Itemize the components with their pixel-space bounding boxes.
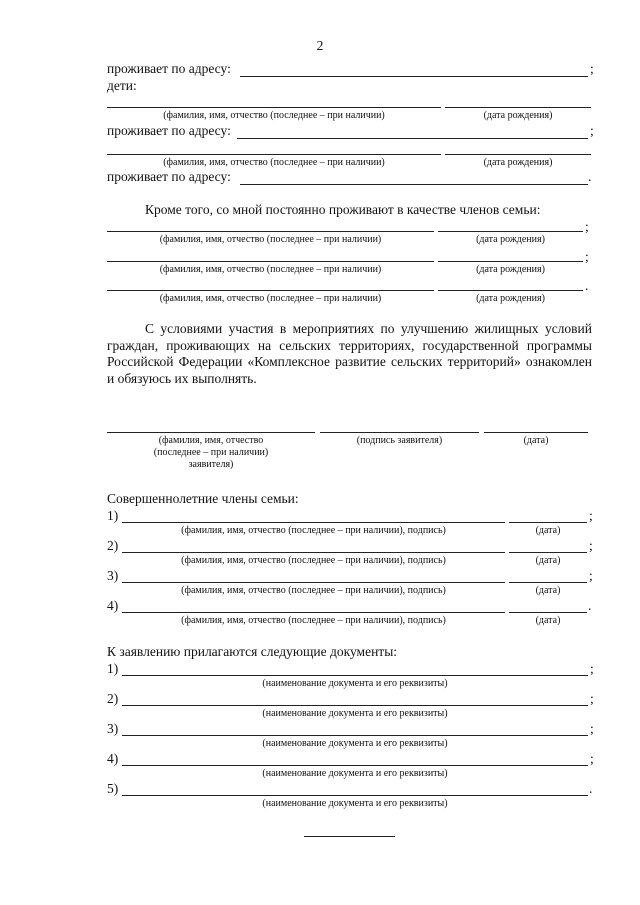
birthdate-caption: (дата рождения) <box>483 157 553 168</box>
birthdate-caption: (дата рождения) <box>476 234 545 245</box>
document-caption: (наименование документа и его реквизиты) <box>262 678 448 689</box>
name-caption: (фамилия, имя, отчество (последнее – при наличии) <box>159 264 382 275</box>
member-name-field[interactable] <box>107 290 434 291</box>
line-end-mark: ; <box>589 508 593 523</box>
document-caption: (наименование документа и его реквизиты) <box>262 768 448 779</box>
adult-member-name-field[interactable] <box>122 582 505 583</box>
member-name-field[interactable] <box>107 261 434 262</box>
line-end-mark: ; <box>590 123 594 138</box>
adult-member-date-field[interactable] <box>509 552 587 553</box>
child-address-field[interactable] <box>240 184 588 185</box>
document-field[interactable] <box>122 705 588 706</box>
adult-member-caption: (фамилия, имя, отчество (последнее – при наличии), подпись) <box>181 525 446 536</box>
spouse-address-field[interactable] <box>240 76 588 77</box>
name-caption: (фамилия, имя, отчество (последнее – при наличии) <box>163 110 385 121</box>
date-caption: (дата) <box>535 555 561 566</box>
line-end-mark: ; <box>590 751 594 766</box>
adult-members-title: Совершеннолетние члены семьи: <box>107 491 299 506</box>
row-number: 3) <box>107 721 119 736</box>
line-end-mark: ; <box>589 568 593 583</box>
documents-title: К заявлению прилагаются следующие документы: <box>107 644 398 659</box>
adult-member-date-field[interactable] <box>509 582 587 583</box>
date-caption: (дата) <box>535 525 561 536</box>
conditions-paragraph: С условиями участия в мероприятиях по улучшению жилищных условий граждан, проживающих на сельских территориях, государственной программы Российской Федерации «Комплексное развитие сельских территорий» ознакомлен и обязуюсь их выполнять. <box>107 321 592 386</box>
birthdate-caption: (дата рождения) <box>483 110 553 121</box>
line-end-mark: ; <box>585 249 589 264</box>
name-caption: (фамилия, имя, отчество (последнее – при наличии) <box>163 157 385 168</box>
line-end-mark: . <box>588 169 592 184</box>
adult-member-caption: (фамилия, имя, отчество (последнее – при наличии), подпись) <box>181 555 446 566</box>
other-members-intro: Кроме того, со мной постоянно проживают в качестве членов семьи: <box>145 202 541 217</box>
name-caption: (фамилия, имя, отчество (последнее – при наличии) <box>159 234 382 245</box>
child-birthdate-field[interactable] <box>445 154 591 155</box>
member-name-field[interactable] <box>107 231 434 232</box>
children-label: дети: <box>107 78 137 93</box>
spouse-address-label: проживает по адресу: <box>107 61 231 76</box>
line-end-mark: ; <box>589 538 593 553</box>
child-name-field[interactable] <box>107 107 441 108</box>
document-caption: (наименование документа и его реквизиты) <box>262 708 448 719</box>
adult-member-name-field[interactable] <box>122 552 505 553</box>
applicant-name-field[interactable] <box>107 432 315 433</box>
line-end-mark: . <box>585 278 589 293</box>
adult-member-caption: (фамилия, имя, отчество (последнее – при наличии), подпись) <box>181 615 446 626</box>
adult-member-name-field[interactable] <box>122 612 505 613</box>
document-field[interactable] <box>122 675 588 676</box>
document-caption: (наименование документа и его реквизиты) <box>262 798 448 809</box>
row-number: 3) <box>107 568 119 583</box>
applicant-signature-field[interactable] <box>320 432 479 433</box>
row-number: 4) <box>107 751 119 766</box>
row-number: 2) <box>107 691 119 706</box>
document-field[interactable] <box>122 795 588 796</box>
line-end-mark: . <box>588 598 592 613</box>
name-caption: (фамилия, имя, отчество (последнее – при наличии) <box>159 293 382 304</box>
date-caption: (дата) <box>535 615 561 626</box>
member-birthdate-field[interactable] <box>438 231 583 232</box>
line-end-mark: ; <box>585 219 589 234</box>
row-number: 5) <box>107 781 119 796</box>
applicant-name-caption-line: заявителя) <box>188 459 234 470</box>
child-birthdate-field[interactable] <box>445 107 591 108</box>
member-birthdate-field[interactable] <box>438 261 583 262</box>
adult-member-caption: (фамилия, имя, отчество (последнее – при наличии), подпись) <box>181 585 446 596</box>
document-caption: (наименование документа и его реквизиты) <box>262 738 448 749</box>
applicant-name-caption-line: (фамилия, имя, отчество <box>158 435 264 446</box>
closing-separator <box>304 836 395 837</box>
line-end-mark: ; <box>590 61 594 76</box>
row-number: 1) <box>107 508 119 523</box>
line-end-mark: . <box>589 781 593 796</box>
child-address-label: проживает по адресу: <box>107 169 231 184</box>
row-number: 2) <box>107 538 119 553</box>
birthdate-caption: (дата рождения) <box>476 264 545 275</box>
applicant-date-field[interactable] <box>484 432 588 433</box>
document-field[interactable] <box>122 735 588 736</box>
date-caption: (дата) <box>535 585 561 596</box>
adult-member-date-field[interactable] <box>509 522 587 523</box>
document-field[interactable] <box>122 765 588 766</box>
adult-member-name-field[interactable] <box>122 522 505 523</box>
date-caption: (дата) <box>523 435 549 446</box>
adult-member-date-field[interactable] <box>509 612 587 613</box>
child-name-field[interactable] <box>107 154 441 155</box>
row-number: 1) <box>107 661 119 676</box>
applicant-name-caption-line: (последнее – при наличии) <box>153 447 269 458</box>
birthdate-caption: (дата рождения) <box>476 293 545 304</box>
child-address-label: проживает по адресу: <box>107 123 231 138</box>
page-number: 2 <box>316 38 324 53</box>
member-birthdate-field[interactable] <box>438 290 583 291</box>
line-end-mark: ; <box>590 721 594 736</box>
row-number: 4) <box>107 598 119 613</box>
child-address-field[interactable] <box>237 138 588 139</box>
line-end-mark: ; <box>590 661 594 676</box>
signature-caption: (подпись заявителя) <box>356 435 443 446</box>
line-end-mark: ; <box>590 691 594 706</box>
